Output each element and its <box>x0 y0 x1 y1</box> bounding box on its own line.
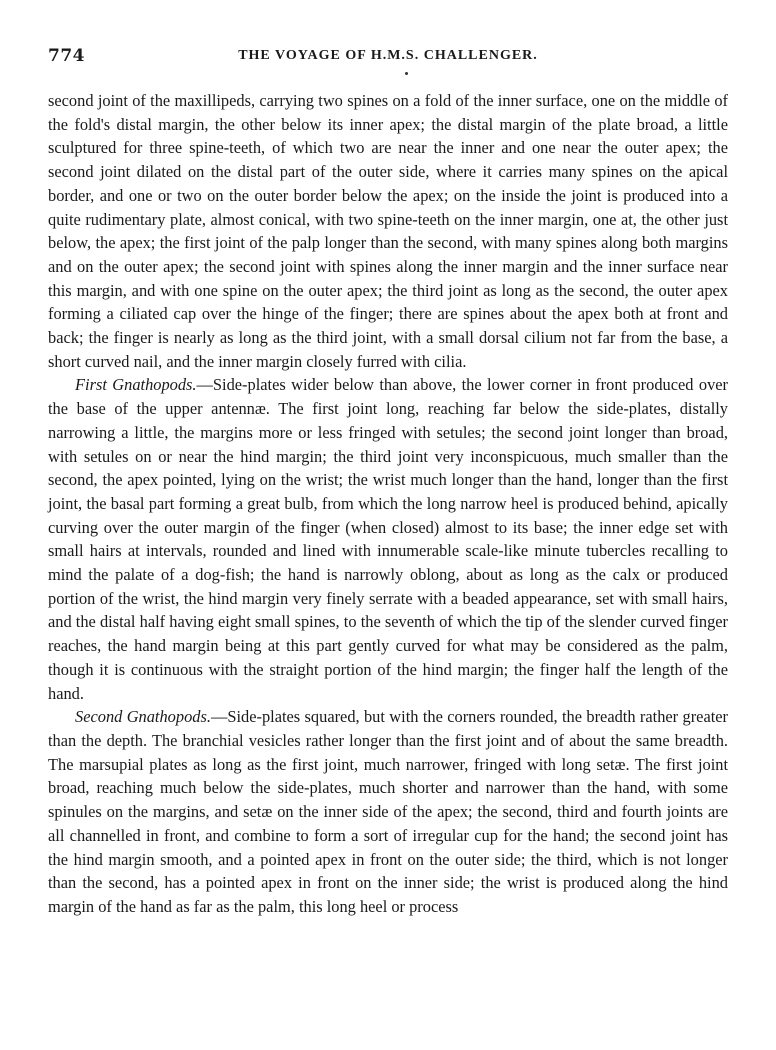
body-text <box>48 89 728 919</box>
running-header <box>48 46 728 68</box>
paragraph-text: second joint of the maxillipeds, carrying two spines on a fold of the inner surface, one on the middle of the fold's distal margin, the other below its inner apex; the distal margin of the plate broad, a little sculptured for three spine-teeth, of which two are near the inner and one near the outer apex; the second joint dilated on the distal part of the outer side, where it carries many spines on the apical border, and one or two on the outer border below the apex; on the inside the joint is produced into a quite rudimentary plate, almost conical, with two spine-teeth on the inner margin, one at, the other just below, the apex; the first joint of the palp longer than the second, with many spines along both margins and on the outer apex; the second joint with spines along the inner margin and the inner surface near this margin, and with one spine on the outer apex; the third joint as long as the second, the outer apex forming a ciliated cap over the hinge of the finger; there are spines about the apex both at front and back; the finger is nearly as long as the third joint, with a small dorsal cilium not far from the base, a short curved nail, and the inner margin closely furred with cilia. <box>48 91 728 371</box>
page-title: THE VOYAGE OF H.M.S. CHALLENGER. <box>238 48 538 63</box>
page-number: 774 <box>48 46 85 66</box>
paragraph-first-gnathopods <box>48 373 728 705</box>
paragraph-maxillipeds <box>48 89 728 373</box>
paragraph-second-gnathopods <box>48 705 728 918</box>
section-heading-first-gnathopods: First Gnathopods. <box>75 375 197 395</box>
paragraph-text: —Side-plates wider below than above, the lower corner in front produced over the base of the upper antennæ. The first joint long, reaching far below the side-plates, distally narrowing a little, the margins more or less fringed with setules; the second joint longer than broad, with setules on or near the hind margin; the third joint very inconspicuous, much smaller than the second, the apex pointed, lying on the wrist; the wrist much longer than the hand, longer than the first joint, the basal part forming a great bulb, from which the long narrow heel is produced behind, apically curving over the outer margin of the finger (when closed) almost to its base; the inner edge set with small hairs at intervals, rounded and lined with innumerable scale-like minute tubercles recalling to mind the palate of a dog-fish; the hand is narrowly oblong, about as long as the calx or produced portion of the wrist, the hind margin very finely serrate with a beaded appearance, set with small hairs, and the distal half having eight small spines, to the seventh of which the tip of the slender curved finger reaches, the hand margin being at this part gently curved for what may be considered as the palm, though it is continuous with the straight portion of the hind margin; the finger half the length of the hand. <box>48 375 728 703</box>
header-dot-mark <box>405 72 408 75</box>
paragraph-text: —Side-plates squared, but with the corners rounded, the breadth rather greater than the depth. The branchial vesicles rather longer than the first joint and of about the same breadth. The marsupial plates as long as the first joint, much narrower, fringed with long setæ. The first joint broad, reaching much below the side-plates, much shorter and narrower than the hand, with some spinules on the margins, and setæ on the inner side of the apex; the second, third and fourth joints are all channelled in front, and combine to form a sort of irregular cup for the hand; the second joint has the hind margin smooth, and a pointed apex in front on the outer side; the third, which is not longer than the second, has a pointed apex in front on the inner side; the wrist is produced along the hind margin of the hand as far as the palm, this long heel or process <box>48 707 729 916</box>
section-heading-second-gnathopods: Second Gnathopods. <box>75 707 211 727</box>
